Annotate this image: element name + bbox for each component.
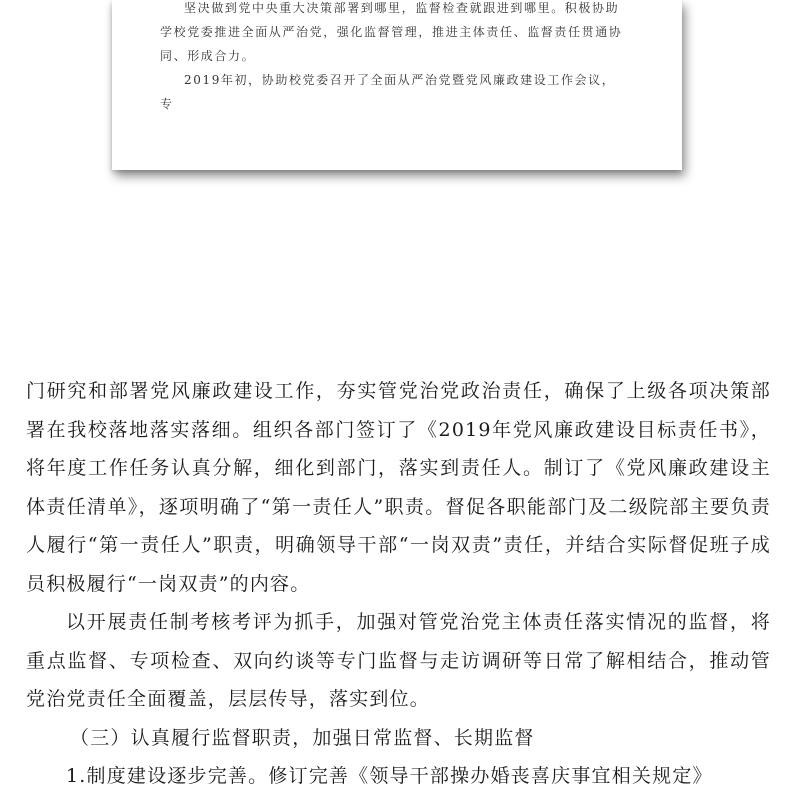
section-heading: （三）认真履行监督职责，加强日常监督、长期监督: [70, 726, 535, 749]
card-paragraph-1: 坚决做到党中央重大决策部署到哪里，监督检查就跟进到哪里。积极协助学校党委推进全面从严治党，强化监督管理，推进主体责任、监督责任贯通协同、形成合力。: [160, 1, 623, 63]
document-page-preview: [112, 0, 682, 170]
list-item-1: 1.制度建设逐步完善。修订完善《领导干部操办婚丧喜庆事宜相关规定》: [66, 765, 713, 787]
document-body: [26, 372, 771, 796]
paragraph-accountability: 以开展责任制考核考评为抓手，加强对管党治党主体责任落实情况的监督，将重点监督、专项检查、双向约谈等专门监督与走访调研等日常了解相结合，推动管党治党责任全面覆盖，层层传导，落实到位。: [26, 611, 771, 710]
paragraph-continuation: 门研究和部署党风廉政建设工作，夯实管党治党政治责任，确保了上级各项决策部署在我校落地落实落细。组织各部门签订了《2019年党风廉政建设目标责任书》，将年度工作任务认真分解，细化到部门，落实到责任人。制订了《党风廉政建设主体责任清单》，逐项明确了“第一责任人”职责。督促各职能部门及二级院部主要负责人履行“第一责任人”职责，明确领导干部“一岗双责”责任，并结合实际督促班子成员积极履行“一岗双责”的内容。: [26, 380, 771, 595]
card-paragraph-2: 2019年初，协助校党委召开了全面从严治党暨党风廉政建设工作会议，专: [160, 73, 616, 111]
